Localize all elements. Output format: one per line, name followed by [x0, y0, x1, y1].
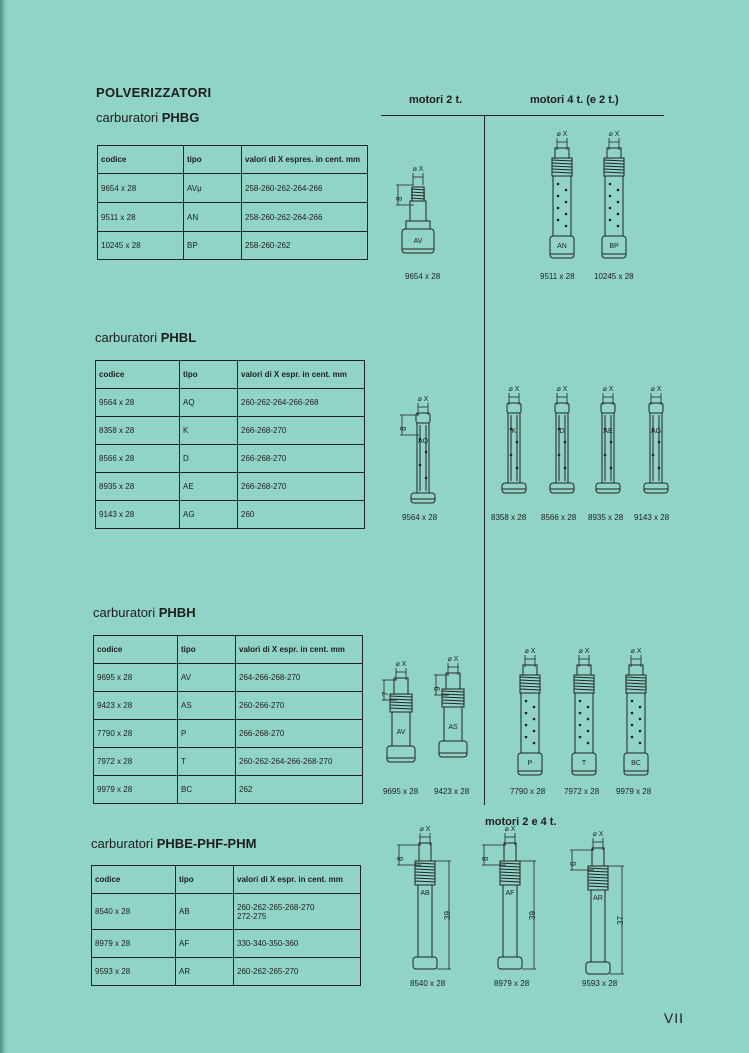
- length-dimension-label: 39: [443, 911, 452, 920]
- cell-codice: 10245 x 28: [98, 232, 184, 260]
- diameter-x-label: ⌀ X: [524, 648, 536, 655]
- dimension-label: 8: [399, 426, 408, 431]
- table-phbg: [97, 145, 368, 260]
- nozzle-type-label: AR: [593, 895, 603, 902]
- cell-valori: 258-260-262-264-266: [242, 174, 368, 203]
- cell-valori: 260-266-270: [236, 692, 363, 720]
- nozzle-caption: 9143 x 28: [634, 513, 670, 522]
- cell-tipo: AF: [176, 930, 234, 958]
- diameter-x-label: ⌀ X: [508, 386, 520, 393]
- cell-tipo: AB: [176, 894, 234, 930]
- table-row: [94, 748, 363, 776]
- nozzle-drawing-phbg-an: [546, 130, 578, 265]
- cell-tipo: BC: [178, 776, 236, 804]
- diameter-x-label: ⌀ X: [556, 131, 568, 138]
- diameter-x-label: ⌀ X: [556, 386, 568, 393]
- nozzle-caption: 8566 x 28: [541, 513, 577, 522]
- nozzle-drawing-phbh-av: [380, 660, 422, 780]
- nozzle-type-label: AV: [396, 729, 406, 736]
- header-motori-2t: motori 2 t.: [409, 94, 463, 106]
- cell-tipo: P: [178, 720, 236, 748]
- diameter-x-label: ⌀ X: [447, 656, 459, 663]
- nozzle-drawing-phbg-bp: [598, 130, 630, 265]
- table-phbh: [93, 635, 363, 804]
- nozzle-caption: 9695 x 28: [383, 787, 419, 796]
- col-valori: valori di X espres. in cent. mm: [242, 146, 368, 174]
- cell-tipo: AQ: [180, 389, 238, 417]
- cell-tipo: AV: [178, 664, 236, 692]
- length-dimension-label: 37: [616, 916, 625, 925]
- nozzle-drawing-phbl-aq: [398, 395, 448, 507]
- cell-codice: 9979 x 28: [94, 776, 178, 804]
- cell-tipo: T: [178, 748, 236, 776]
- cell-tipo: D: [180, 445, 238, 473]
- cell-tipo: BP: [184, 232, 242, 260]
- diameter-x-label: ⌀ X: [608, 131, 620, 138]
- nozzle-type-label: AG: [650, 428, 662, 435]
- cell-codice: 9564 x 28: [96, 389, 180, 417]
- section-title-phbg: carburatori PHBG: [96, 110, 200, 125]
- nozzle-type-label: AE: [603, 428, 613, 435]
- col-valori: valori di X espr. in cent. mm: [238, 361, 365, 389]
- nozzle-caption: 10245 x 28: [594, 272, 634, 281]
- diameter-x-label: ⌀ X: [592, 831, 604, 838]
- diameter-x-label: ⌀ X: [578, 648, 590, 655]
- dimension-label: 8: [481, 856, 490, 861]
- dimension-label: 8: [396, 856, 405, 861]
- cell-tipo: AG: [180, 501, 238, 529]
- cell-valori: 330-340-350-360: [234, 930, 361, 958]
- diameter-x-label: ⌀ X: [419, 826, 431, 833]
- nozzle-drawing-phbe-af: [480, 825, 540, 975]
- nozzle-type-label: AV: [413, 238, 423, 245]
- cell-tipo: K: [180, 417, 238, 445]
- cell-valori: 260-262-264-266-268: [238, 389, 365, 417]
- cell-valori: 260-262-264-266-268-270: [236, 748, 363, 776]
- cell-valori: 264-266-268-270: [236, 664, 363, 692]
- nozzle-caption: 9564 x 28: [402, 513, 438, 522]
- dimension-label: 8: [395, 196, 404, 201]
- cell-valori: 260-262-265-268-270 272-275: [234, 894, 361, 930]
- col-valori: valori di X espr. in cent. mm: [234, 866, 361, 894]
- cell-valori: 262: [236, 776, 363, 804]
- table-row: [96, 473, 365, 501]
- nozzle-drawing-phbe-ar: [568, 830, 628, 980]
- table-row: [96, 501, 365, 529]
- table-row: [92, 958, 361, 986]
- cell-codice: 9143 x 28: [96, 501, 180, 529]
- cell-valori: 266-268-270: [238, 445, 365, 473]
- nozzle-caption: 8358 x 28: [491, 513, 527, 522]
- cell-valori: 266-268-270: [238, 417, 365, 445]
- table-row: [96, 389, 365, 417]
- cell-codice: 9695 x 28: [94, 664, 178, 692]
- col-tipo: tipo: [178, 636, 236, 664]
- diameter-x-label: ⌀ X: [630, 648, 642, 655]
- cell-codice: 8935 x 28: [96, 473, 180, 501]
- nozzle-drawing-phbh-t: [568, 647, 600, 782]
- table-row: [96, 445, 365, 473]
- cell-tipo: AE: [180, 473, 238, 501]
- table-row: [92, 894, 361, 930]
- nozzle-type-label: BC: [631, 760, 641, 767]
- nozzle-drawing-phbg-av: [394, 165, 442, 260]
- nozzle-caption: 7790 x 28: [510, 787, 546, 796]
- table-phbe: [91, 865, 361, 986]
- col-codice: codice: [96, 361, 180, 389]
- length-dimension-label: 39: [528, 911, 537, 920]
- col-codice: codice: [94, 636, 178, 664]
- page-title: POLVERIZZATORI: [96, 85, 212, 100]
- diameter-x-label: ⌀ X: [602, 386, 614, 393]
- nozzle-type-label: AF: [505, 890, 515, 897]
- nozzle-drawing-phbh-as: [432, 655, 474, 780]
- nozzle-caption: 9979 x 28: [616, 787, 652, 796]
- table-row: [92, 930, 361, 958]
- nozzle-drawing-phbl-d: [546, 385, 578, 500]
- cell-codice: 8979 x 28: [92, 930, 176, 958]
- nozzle-type-label: AN: [557, 243, 567, 250]
- table-row: [94, 720, 363, 748]
- diameter-x-label: ⌀ X: [412, 166, 424, 173]
- cell-tipo: AVμ: [184, 174, 242, 203]
- cell-valori: 260: [238, 501, 365, 529]
- nozzle-caption: 9593 x 28: [582, 979, 618, 988]
- nozzle-caption: 8540 x 28: [410, 979, 446, 988]
- cell-codice: 9511 x 28: [98, 203, 184, 232]
- table-row: [98, 232, 368, 260]
- diameter-x-label: ⌀ X: [650, 386, 662, 393]
- cell-tipo: AR: [176, 958, 234, 986]
- cell-codice: 8566 x 28: [96, 445, 180, 473]
- section-title-phbh: carburatori PHBH: [93, 605, 196, 620]
- page-number: VII: [663, 1010, 684, 1026]
- col-tipo: tipo: [184, 146, 242, 174]
- cell-tipo: AS: [178, 692, 236, 720]
- dimension-label: 7: [381, 691, 390, 696]
- nozzle-drawing-phbl-k: [498, 385, 530, 500]
- cell-codice: 9593 x 28: [92, 958, 176, 986]
- page-binding-shadow: [0, 0, 7, 1053]
- nozzle-type-label: P: [527, 760, 533, 767]
- section-title-phbe: carburatori PHBE-PHF-PHM: [91, 836, 257, 851]
- col-valori: valori di X espr. in cent. mm: [236, 636, 363, 664]
- nozzle-caption: 8979 x 28: [494, 979, 530, 988]
- cell-valori: 266-268-270: [236, 720, 363, 748]
- cell-codice: 8358 x 28: [96, 417, 180, 445]
- section-title-phbl: carburatori PHBL: [95, 330, 197, 345]
- nozzle-type-label: T: [581, 760, 587, 767]
- cell-valori: 260-262-265-270: [234, 958, 361, 986]
- diameter-x-label: ⌀ X: [417, 396, 429, 403]
- cell-codice: 9654 x 28: [98, 174, 184, 203]
- cell-codice: 8540 x 28: [92, 894, 176, 930]
- nozzle-caption: 9511 x 28: [540, 272, 575, 281]
- col-codice: codice: [98, 146, 184, 174]
- cell-codice: 9423 x 28: [94, 692, 178, 720]
- nozzle-type-label: AB: [420, 890, 430, 897]
- table-row: [98, 203, 368, 232]
- cell-tipo: AN: [184, 203, 242, 232]
- table-row: [94, 664, 363, 692]
- nozzle-caption: 7972 x 28: [564, 787, 600, 796]
- nozzle-caption: 9423 x 28: [434, 787, 470, 796]
- dimension-label: 9: [433, 686, 442, 691]
- cell-codice: 7790 x 28: [94, 720, 178, 748]
- cell-valori: 266-268-270: [238, 473, 365, 501]
- cell-valori: 258-260-262: [242, 232, 368, 260]
- nozzle-type-label: K: [511, 428, 517, 435]
- cell-valori: 258-260-262-264-266: [242, 203, 368, 232]
- nozzle-drawing-phbh-bc: [620, 647, 652, 782]
- nozzle-drawing-phbh-p: [514, 647, 546, 782]
- dimension-label: 6: [569, 861, 578, 866]
- nozzle-caption: 8935 x 28: [588, 513, 624, 522]
- nozzle-type-label: AS: [448, 724, 458, 731]
- table-row: [96, 417, 365, 445]
- nozzle-type-label: D: [559, 428, 565, 435]
- column-divider: [484, 115, 485, 805]
- table-row: [98, 174, 368, 203]
- cell-codice: 7972 x 28: [94, 748, 178, 776]
- nozzle-drawing-phbl-ag: [640, 385, 672, 500]
- nozzle-drawing-phbl-ae: [592, 385, 624, 500]
- nozzle-caption: 9654 x 28: [405, 272, 441, 281]
- col-tipo: tipo: [180, 361, 238, 389]
- nozzle-type-label: AQ: [417, 438, 429, 445]
- diameter-x-label: ⌀ X: [395, 661, 407, 668]
- table-phbl: [95, 360, 365, 529]
- header-rule: [381, 115, 664, 116]
- table-row: [94, 692, 363, 720]
- col-tipo: tipo: [176, 866, 234, 894]
- diameter-x-label: ⌀ X: [504, 826, 516, 833]
- header-motori-4t: motori 4 t. (e 2 t.): [530, 94, 619, 106]
- nozzle-type-label: BP: [609, 243, 619, 250]
- header-motori-2e4t: motori 2 e 4 t.: [485, 816, 557, 828]
- col-codice: codice: [92, 866, 176, 894]
- nozzle-drawing-phbe-ab: [395, 825, 455, 975]
- table-row: [94, 776, 363, 804]
